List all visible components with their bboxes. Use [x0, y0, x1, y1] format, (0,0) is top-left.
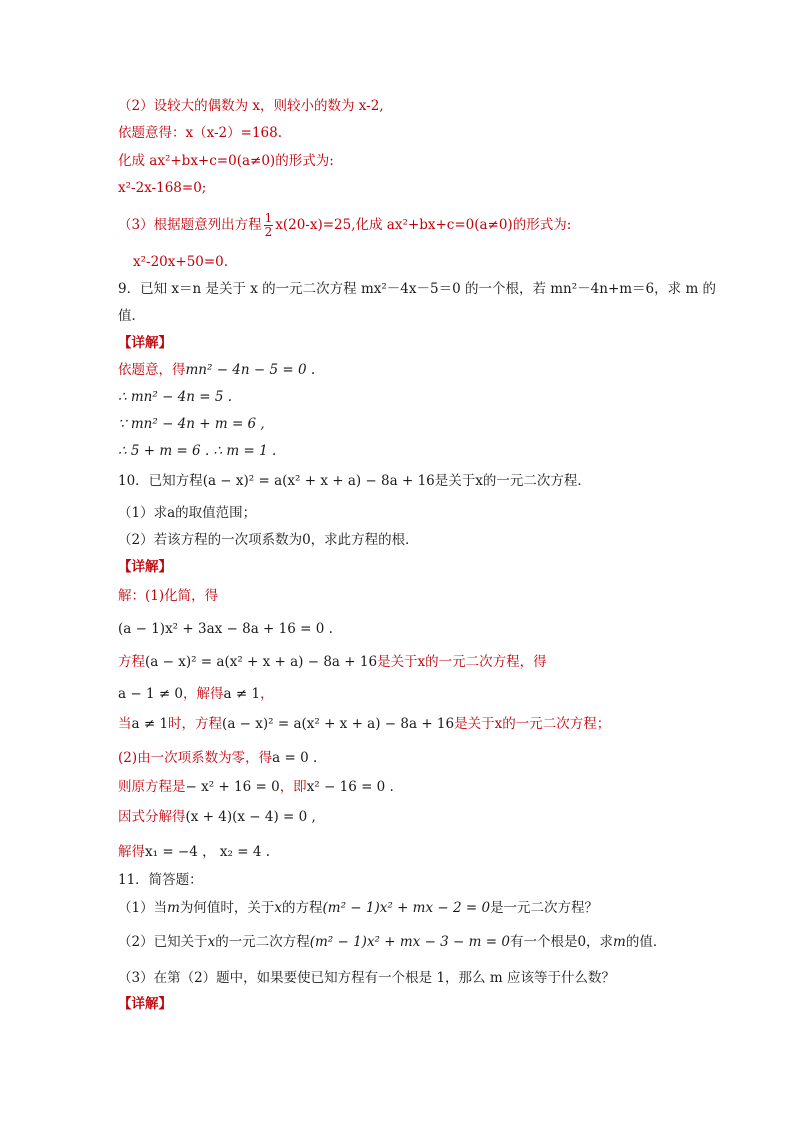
q10-step2: (a − 1)x² + 3ax − 8a + 16 = 0 .: [118, 621, 333, 637]
q10-title-eq: (a − x)² = a(x² + x + a) − 8a + 16: [202, 473, 435, 489]
q10-step7-eq2: x² − 16 = 0 .: [306, 779, 394, 795]
fraction-numerator: 1: [264, 211, 273, 225]
q11-title: 11．简答题：: [118, 872, 203, 888]
q9-step4: ∴ 5 + m = 6 . ∴ m = 1 .: [118, 443, 277, 459]
q10-step8-eq: (x + 4)(x − 4) = 0 ,: [185, 809, 316, 825]
q9-step2: ∴ mn² − 4n = 5 .: [118, 389, 233, 405]
q10-step9-a: 解得: [118, 844, 145, 860]
q10-detail-heading: 【详解】: [118, 559, 172, 575]
q9-step3: ∵ mn² − 4n + m = 6 ,: [118, 416, 265, 432]
q9-line1: 9．已知 x＝n 是关于 x 的一元二次方程 mx²－4x－5＝0 的一个根，若 mn²－4n+m＝6，求 m 的: [118, 281, 717, 297]
q11-p1-d: 是一元二次方程？: [490, 900, 599, 916]
q10-step5-b: 时，方程: [168, 716, 223, 732]
q11-part2: [118, 932, 694, 952]
q11-p1-eq: (m² − 1)x² + mx − 2 = 0: [322, 900, 491, 916]
q10-step3-a: 方程: [118, 654, 145, 670]
q10-step4-mid: ，解得: [183, 686, 224, 702]
q9-step1-eq: mn² − 4n − 5 = 0 .: [185, 362, 316, 378]
q10-step7-b: ，即: [279, 779, 307, 795]
q10-step5-c: 是关于x的一元二次方程；: [454, 716, 611, 732]
fraction-denominator: 2: [264, 225, 273, 239]
q11-p2-b: 的一元二次方程: [215, 934, 310, 950]
p2-line-c: 化成 ax²+bx+c=0(a≠0)的形式为:: [118, 153, 334, 169]
q10-step8: [118, 807, 694, 827]
q11-part1: [118, 898, 694, 918]
p2-line-a: （2）设较大的偶数为 x，则较小的数为 x-2,: [118, 98, 384, 114]
p2-line-d: x²-2x-168=0;: [118, 180, 207, 196]
q10-step6-eq: a = 0 .: [272, 750, 318, 766]
q11-p1-m: m: [167, 900, 180, 916]
q10-step7-a: 则原方程是: [118, 779, 186, 795]
q11-p2-m: m: [613, 934, 626, 950]
q10-step5-eq2: (a − x)² = a(x² + x + a) − 8a + 16: [222, 716, 455, 732]
q10-step4: [118, 684, 694, 704]
p3-pre: （3）根据题意列出方程: [118, 217, 262, 233]
q10-title: [118, 471, 694, 491]
q10-step9: [118, 842, 694, 862]
q10-step7-eq: − x² + 16 = 0: [185, 779, 280, 795]
q11-p1-a: （1）当: [118, 900, 168, 916]
q11-p1-x: x: [274, 900, 283, 916]
q11-p2-c: 有一个根是0，求: [509, 934, 614, 950]
q10-step8-a: 因式分解得: [118, 809, 186, 825]
q11-p2-d: 的值．: [625, 934, 667, 950]
q10-step4-eq: a − 1 ≠ 0: [118, 686, 184, 702]
q10-step3-eq: (a − x)² = a(x² + x + a) − 8a + 16: [145, 654, 378, 670]
q10-step5: [118, 714, 694, 734]
q10-step4-end: ，: [260, 686, 274, 702]
q9-step1-text: 依题意，得: [118, 362, 186, 378]
q10-step4-eq2: a ≠ 1: [223, 686, 261, 702]
q10-step6-a: (2)由一次项系数为零，得: [118, 750, 273, 766]
q11-p1-c: 的方程: [282, 900, 323, 916]
q11-detail-heading: 【详解】: [118, 996, 172, 1012]
q10-title-post: 是关于x的一元二次方程．: [434, 473, 591, 489]
q10-step3: [118, 652, 694, 672]
q10-step1: 解：(1)化简，得: [118, 588, 219, 604]
q11-p2-eq: (m² − 1)x² + mx − 3 − m = 0: [309, 934, 510, 950]
q9-detail-heading: 【详解】: [118, 335, 172, 351]
q10-title-pre: 10．已知方程: [118, 473, 203, 489]
q9-step1: [118, 360, 694, 380]
q9-line2: 值．: [118, 308, 145, 324]
q10-step3-b: 是关于x的一元二次方程，得: [377, 654, 547, 670]
q10-step5-a: 当: [118, 716, 132, 732]
p2-line-b: 依题意得：x（x-2）=168.: [118, 125, 283, 141]
q10-step5-eq: a ≠ 1: [131, 716, 169, 732]
q10-step6: [118, 748, 694, 768]
q10-part1: （1）求a的取值范围；: [118, 505, 257, 521]
p3-equation: x²-20x+50=0.: [133, 254, 229, 270]
q10-step9-eq: x₁ = −4 ， x₂ = 4 .: [145, 844, 270, 860]
q11-p2-a: （2）已知关于: [118, 934, 208, 950]
p3-line: [118, 212, 694, 239]
q11-p1-b: 为何值时，关于: [179, 900, 275, 916]
q11-p2-x: x: [207, 934, 216, 950]
q10-step7: [118, 777, 694, 797]
q10-part2: （2）若该方程的一次项系数为0，求此方程的根．: [118, 532, 419, 548]
p3-post: x(20-x)=25,化成 ax²+bx+c=0(a≠0)的形式为:: [275, 217, 572, 233]
fraction-one-half: [264, 212, 274, 239]
q11-part3: （3）在第（2）题中，如果要使已知方程有一个根是 1，那么 m 应该等于什么数？: [118, 970, 615, 986]
